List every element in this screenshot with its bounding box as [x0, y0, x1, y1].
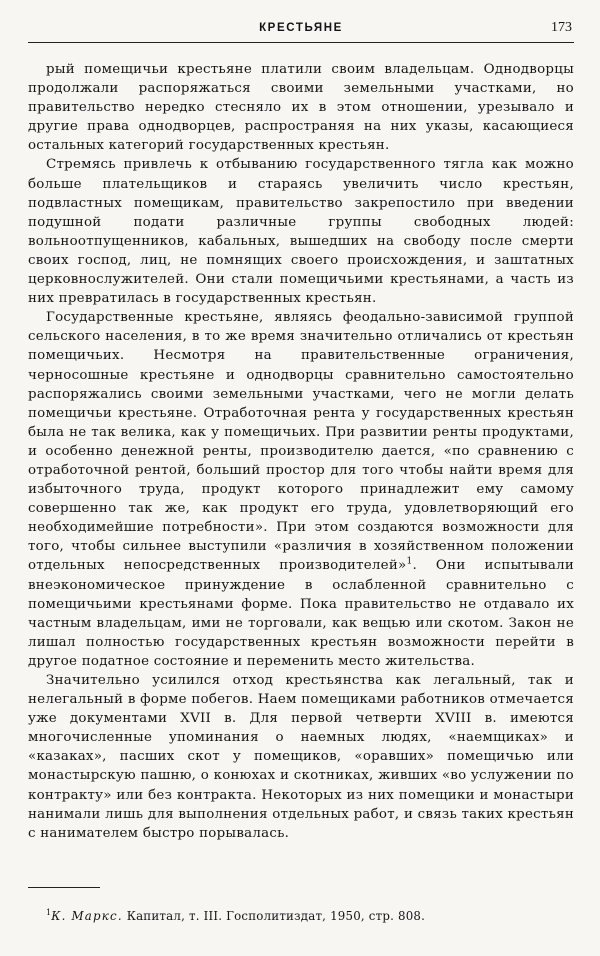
paragraph-text-continued: . Они испытывали внеэкономическое принуждение в ослабленной сравнительно с помещичьими крестьянами форме. Пока правительство не отдавало их частным владельцам, ими не торговали, как вещью или скотом. Закон не лишал полностью государственных крестьян возможности перейти в другое податное состояние и переменить место жительства.: [28, 558, 575, 669]
footnote-reference: 1: [406, 556, 413, 567]
body-text: [28, 60, 574, 843]
page-number: 173: [551, 20, 572, 35]
footnote: [46, 909, 566, 924]
paragraph: [28, 155, 574, 308]
paragraph: [28, 671, 574, 843]
paragraph-text: рый помещичьи крестьяне платили своим владельцам. Однодворцы продолжали распоряжаться своими земельными участками, но правительство нередко стесняло их в этом отношении, урезывало и другие права однодворцев, распространяя на них указы, касающиеся остальных категорий государственных крестьян.: [28, 62, 574, 154]
paragraph: [28, 60, 574, 155]
paragraph-text: Государственные крестьяне, являясь феодально-зависимой группой сельского населения, в то же время значительно отличались от крестьян помещичьих. Несмотря на правительственные ограничения, черносошные крестьяне и однодворцы сравнительно самостоятельно распоряжались своими земельными участками, чего не могли делать помещичьи крестьяне. Отработочная рента у государственных крестьян была не так велика, как у помещичьих. При развитии ренты продуктами, и особенно денежной ренты, производителю дается, «по сравнению с отработочной рентой, больший простор для того чтобы найти время для избыточного труда, продукт которого принадлежит ему самому совершенно так же, как продукт его труда, удовлетворяющий его необходимейшие потребности». При этом создаются возможности для того, чтобы сильнее выступили «различия в хозяйственном положении отдельных непосредственных производителей»: [28, 310, 574, 574]
footnote-divider: [28, 887, 100, 888]
paragraph-text: Значительно усилился отход крестьянства как легальный, так и нелегальный в форме побегов. Наем помещиками работников отмечается уже документами XVII в. Для первой четверти XVIII в. имеются многочисленные упоминания о наемных людях, «наемщиках» и «казаках», пасших скот у помещиков, «оравших» помещичью или монастырскую пашню, о конюхах и скотниках, живших «во услужении по контракту» или без контракта. Некоторых из них помещики и монастыри нанимали лишь для выполнения отдельных работ, и связь таких крестьян с нанимателем быстро порывалась.: [28, 673, 574, 841]
paragraph: [28, 308, 574, 671]
footnote-text: Капитал, т. III. Госполитиздат, 1950, стр. 808.: [122, 909, 426, 923]
footnote-author: К. Маркс.: [51, 909, 123, 923]
page-header: [28, 14, 574, 43]
footnote-marker: 1: [46, 908, 52, 918]
paragraph-text: Стремясь привлечь к отбыванию государственного тягла как можно больше плательщиков и стараясь увеличить число крестьян, подвластных помещикам, правительство закрепостило при введении подушной подати различные группы свободных людей: вольноотпущенников, кабальных, вышедших на свободу после смерти своих господ, лиц, не помнящих своего происхождения, и заштатных церковнослужителей. Они стали помещичьими крестьянами, а часть из них превратилась в государственных крестьян.: [28, 157, 574, 307]
running-title: КРЕСТЬЯНЕ: [259, 22, 343, 34]
